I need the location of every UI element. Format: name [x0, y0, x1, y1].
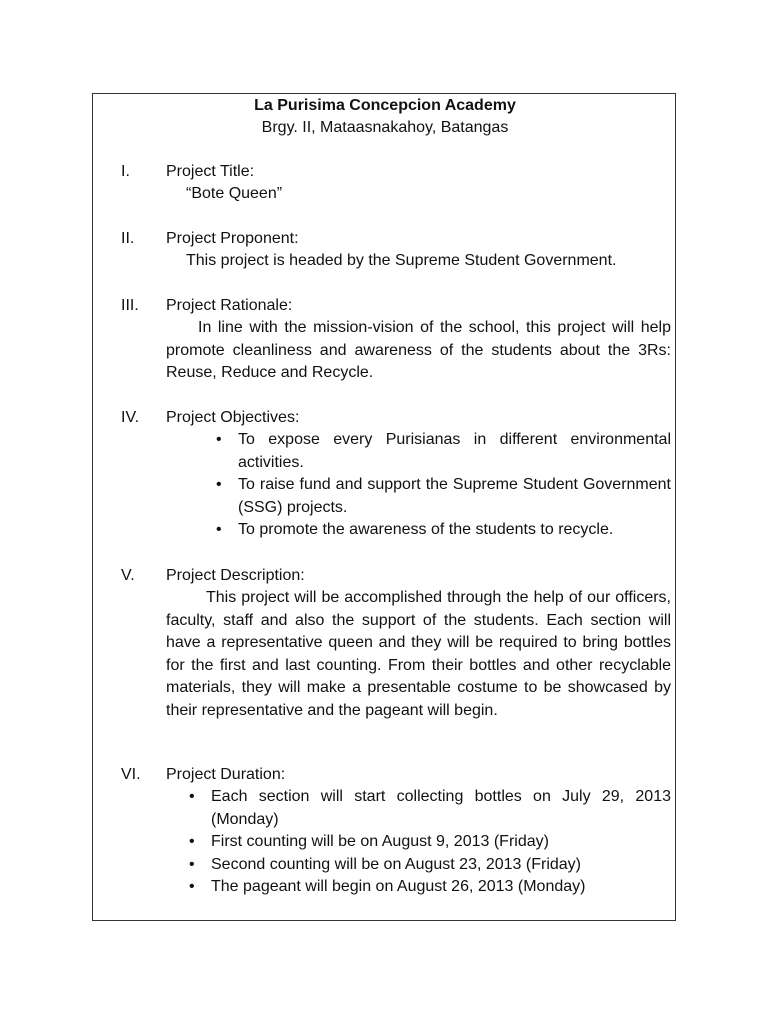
- section-numeral: VI.: [121, 766, 141, 783]
- objectives-list: [216, 429, 671, 542]
- project-rationale-text: In line with the mission-vision of the school, this project will help promote cleanliness and awareness of the students about the 3Rs: Reuse, Reduce and Recycle.: [166, 319, 671, 381]
- list-item: [216, 519, 671, 542]
- duration-list: [189, 786, 671, 899]
- bullet-icon: •: [216, 476, 222, 493]
- list-item-text: First counting will be on August 9, 2013 (Friday): [211, 833, 549, 850]
- school-name: La Purisima Concepcion Academy: [254, 97, 516, 114]
- list-item: [189, 876, 671, 899]
- bullet-icon: •: [216, 431, 222, 448]
- section-heading: Project Title:: [166, 163, 255, 180]
- section-heading: Project Duration:: [166, 766, 286, 783]
- section-numeral: II.: [121, 230, 135, 247]
- project-description-text: This project will be accomplished through the help of our officers, faculty, staff and also the support of the students. Each section will have a representative queen and they will be required to bring bottles for the first and last counting. From their bottles and other recyclable materials, they will make a presentable costume to be showcased by their representative and the pageant will begin.: [166, 589, 671, 719]
- bullet-icon: •: [189, 878, 195, 895]
- list-item-text: Each section will start collecting bottles on July 29, 2013 (Monday): [211, 788, 671, 828]
- section-numeral: IV.: [121, 409, 140, 426]
- document-header: [93, 95, 677, 139]
- list-item: [216, 474, 671, 519]
- school-address: Brgy. II, Mataasnakahoy, Batangas: [261, 119, 509, 136]
- list-item-text: To expose every Purisianas in different environmental activities.: [238, 431, 671, 471]
- section-heading: Project Objectives:: [166, 409, 300, 426]
- bullet-icon: •: [189, 788, 195, 805]
- bullet-icon: •: [216, 521, 222, 538]
- section-heading: Project Proponent:: [166, 230, 299, 247]
- section-heading: Project Description:: [166, 567, 305, 584]
- list-item: [189, 854, 671, 877]
- bullet-icon: •: [189, 855, 195, 873]
- list-item-text: To promote the awareness of the students to recycle.: [238, 521, 614, 538]
- list-item-text: The pageant will begin on August 26, 2013 (Monday): [211, 878, 586, 895]
- section-numeral: V.: [121, 567, 135, 584]
- section-heading: Project Rationale:: [166, 297, 293, 314]
- project-proponent-text: This project is headed by the Supreme Student Government.: [186, 252, 617, 269]
- document-page: [92, 93, 676, 921]
- list-item: [189, 786, 671, 831]
- list-item: [216, 429, 671, 474]
- list-item: [189, 831, 671, 854]
- bullet-icon: •: [189, 833, 195, 850]
- list-item-text: To raise fund and support the Supreme Student Government (SSG) projects.: [238, 476, 671, 516]
- section-numeral: I.: [121, 163, 130, 180]
- project-title-value: “Bote Queen”: [186, 185, 283, 202]
- list-item-text: Second counting will be on August 23, 2013 (Friday): [211, 855, 582, 873]
- section-numeral: III.: [121, 297, 139, 314]
